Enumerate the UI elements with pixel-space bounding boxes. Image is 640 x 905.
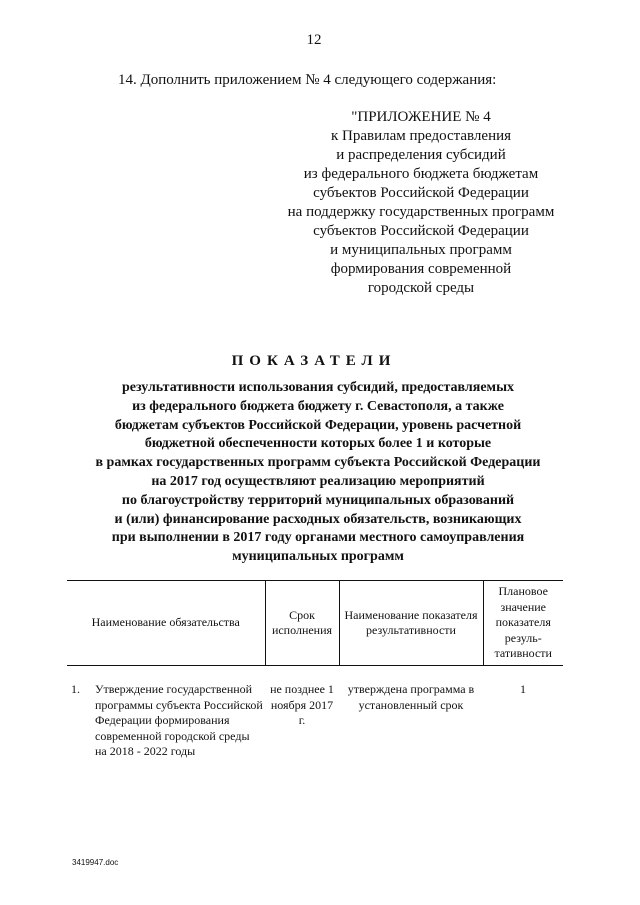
appendix-line: "ПРИЛОЖЕНИЕ № 4	[351, 109, 491, 125]
header-obligation: Наименование обязательства	[91, 615, 240, 630]
subtitle-line: и (или) финансирование расходных обязательств, возникающих	[114, 511, 522, 527]
appendix-line: из федерального бюджета бюджетам	[303, 166, 539, 182]
row-obligation: Утверждение государственной программы субъекта Российской Федерации формирования современной городской среды на 2018 - 2022 годы	[95, 682, 263, 758]
subtitle-line: бюджетам субъектов Российской Федерации, уровень расчетной	[114, 417, 522, 433]
table-row	[67, 666, 563, 760]
subtitle-line: на 2017 год осуществляют реализацию мероприятий	[151, 473, 485, 489]
indicators-table	[67, 580, 563, 760]
document-title: ПОКАЗАТЕЛИ	[231, 353, 397, 369]
subtitle-line: из федерального бюджета бюджету г. Севастополя, а также	[132, 398, 504, 414]
table-header-row	[67, 581, 563, 666]
subtitle-line: муниципальных программ	[232, 549, 404, 565]
document-subtitle	[60, 379, 576, 567]
header-indicator: Наименование показателя результативности	[339, 581, 483, 666]
row-number: 1.	[71, 682, 80, 696]
appendix-header	[282, 108, 560, 298]
subtitle-line: при выполнении в 2017 году органами местного самоуправления	[111, 530, 525, 546]
page-number: 12	[306, 32, 322, 48]
row-deadline: не позднее 1 ноября 2017 г.	[270, 682, 334, 727]
header-planned-value: Плановое значение показателя резуль- тативности	[483, 581, 563, 666]
appendix-line: формирования современной	[330, 261, 512, 277]
appendix-line: на поддержку государственных программ	[287, 204, 555, 220]
row-planned-value: 1	[520, 682, 526, 696]
appendix-line: субъектов Российской Федерации	[313, 223, 529, 239]
appendix-line: и муниципальных программ	[330, 242, 512, 258]
appendix-line: к Правилам предоставления	[330, 128, 512, 144]
subtitle-line: по благоустройству территорий муниципальных образований	[121, 492, 515, 508]
appendix-line: и распределения субсидий	[336, 147, 506, 163]
file-name-footer: 3419947.doc	[72, 858, 119, 867]
subtitle-line: в рамках государственных программ субъекта Российской Федерации	[95, 455, 541, 471]
appendix-line: городской среды	[367, 280, 475, 296]
subtitle-line: бюджетной обеспеченности которых более 1 и которые	[144, 436, 492, 452]
intro-paragraph: 14. Дополнить приложением № 4 следующего содержания:	[118, 72, 497, 88]
header-deadline: Срок исполнения	[265, 581, 339, 666]
appendix-line: субъектов Российской Федерации	[313, 185, 529, 201]
row-indicator: утверждена программа в установленный срок	[347, 682, 475, 712]
subtitle-line: результативности использования субсидий, предоставляемых	[121, 380, 515, 395]
